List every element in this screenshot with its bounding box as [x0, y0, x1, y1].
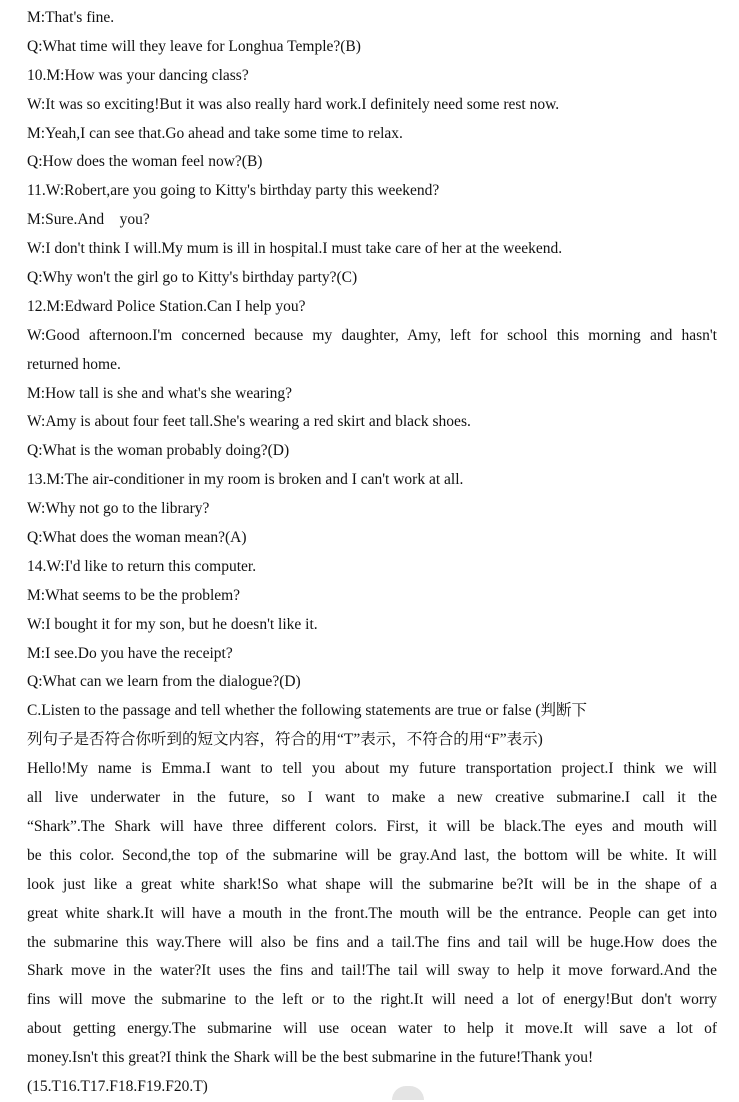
- dialogue-line: M:That's fine.: [27, 9, 115, 26]
- document-page: [27, 4, 717, 1102]
- dialogue-line: W:I don't think I will.My mum is ill in hospital.I must take care of her at the weekend.: [27, 240, 563, 258]
- dialogue-line: M:I see.Do you have the receipt?: [27, 644, 233, 662]
- section-heading-cont: 列句子是否符合你听到的短文内容，符合的用“T”表示，不符合的用“F”表示): [27, 731, 543, 749]
- dialogue-line: returned home.: [27, 355, 121, 373]
- question-line: Q:What time will they leave for Longhua Temple?(B): [27, 37, 361, 55]
- question-line: Q:What can we learn from the dialogue?(D): [27, 673, 301, 691]
- dialogue-line: M:Yeah,I can see that.Go ahead and take some time to relax.: [27, 124, 403, 142]
- dialogue-line: W:Good afternoon.I'm concerned because my daughter, Amy, left for school this morning and hasn't: [27, 326, 717, 344]
- question-line: Q:What does the woman mean?(A): [27, 529, 247, 547]
- dialogue-line: 14.W:I'd like to return this computer.: [27, 557, 257, 575]
- dialogue-line: W:Why not go to the library?: [27, 500, 210, 518]
- dialogue-line: 10.M:How was your dancing class?: [27, 66, 249, 84]
- passage-line: Shark move in the water?It uses the fins and tail!The tail will sway to help it move forward.And the: [27, 962, 717, 980]
- dialogue-line: 12.M:Edward Police Station.Can I help you?: [27, 297, 306, 315]
- question-line: Q:Why won't the girl go to Kitty's birthday party?(C): [27, 269, 358, 287]
- section-heading: C.Listen to the passage and tell whether the following statements are true or false (判断下: [27, 702, 587, 720]
- passage-line: about getting energy.The submarine will use ocean water to help it move.It will save a lot of: [27, 1020, 717, 1038]
- passage-line: “Shark”.The Shark will have three different colors. First, it will be black.The eyes and mouth will: [27, 817, 717, 835]
- passage-line: look just like a great white shark!So what shape will the submarine be?It will be in the shape of a: [27, 875, 717, 893]
- dialogue-line: M:How tall is she and what's she wearing?: [27, 384, 292, 402]
- dialogue-line: W:Amy is about four feet tall.She's wearing a red skirt and black shoes.: [27, 413, 471, 431]
- dialogue-line: 11.W:Robert,are you going to Kitty's birthday party this weekend?: [27, 182, 440, 200]
- dialogue-line: M:What seems to be the problem?: [27, 586, 241, 604]
- question-line: Q:What is the woman probably doing?(D): [27, 442, 290, 460]
- passage-line: all live underwater in the future, so I want to make a new creative submarine.I call it the: [27, 789, 717, 807]
- passage-line: Hello!My name is Emma.I want to tell you about my future transportation project.I think we will: [27, 760, 717, 778]
- passage-line: the submarine this way.There will also be fins and a tail.The fins and tail will be huge.How does the: [27, 933, 717, 951]
- dialogue-line: 13.M:The air-conditioner in my room is broken and I can't work at all.: [27, 471, 464, 489]
- passage-line: money.Isn't this great?I think the Shark will be the best submarine in the future!Thank you!: [27, 1049, 594, 1067]
- passage-line: great white shark.It will have a mouth in the front.The mouth will be the entrance. People can get into: [27, 904, 717, 922]
- answer-key: (15.T16.T17.F18.F19.F20.T): [27, 1077, 208, 1095]
- dialogue-line: W:It was so exciting!But it was also really hard work.I definitely need some rest now.: [27, 95, 560, 113]
- dialogue-line: W:I bought it for my son, but he doesn't like it.: [27, 615, 318, 633]
- question-line: Q:How does the woman feel now?(B): [27, 153, 263, 171]
- passage-line: fins will move the submarine to the left or to the right.It will need a lot of energy!But don't worry: [27, 991, 717, 1009]
- dialogue-line: M:Sure.And you?: [27, 211, 150, 229]
- passage-line: be this color. Second,the top of the submarine will be gray.And last, the bottom will be white. It will: [27, 846, 717, 864]
